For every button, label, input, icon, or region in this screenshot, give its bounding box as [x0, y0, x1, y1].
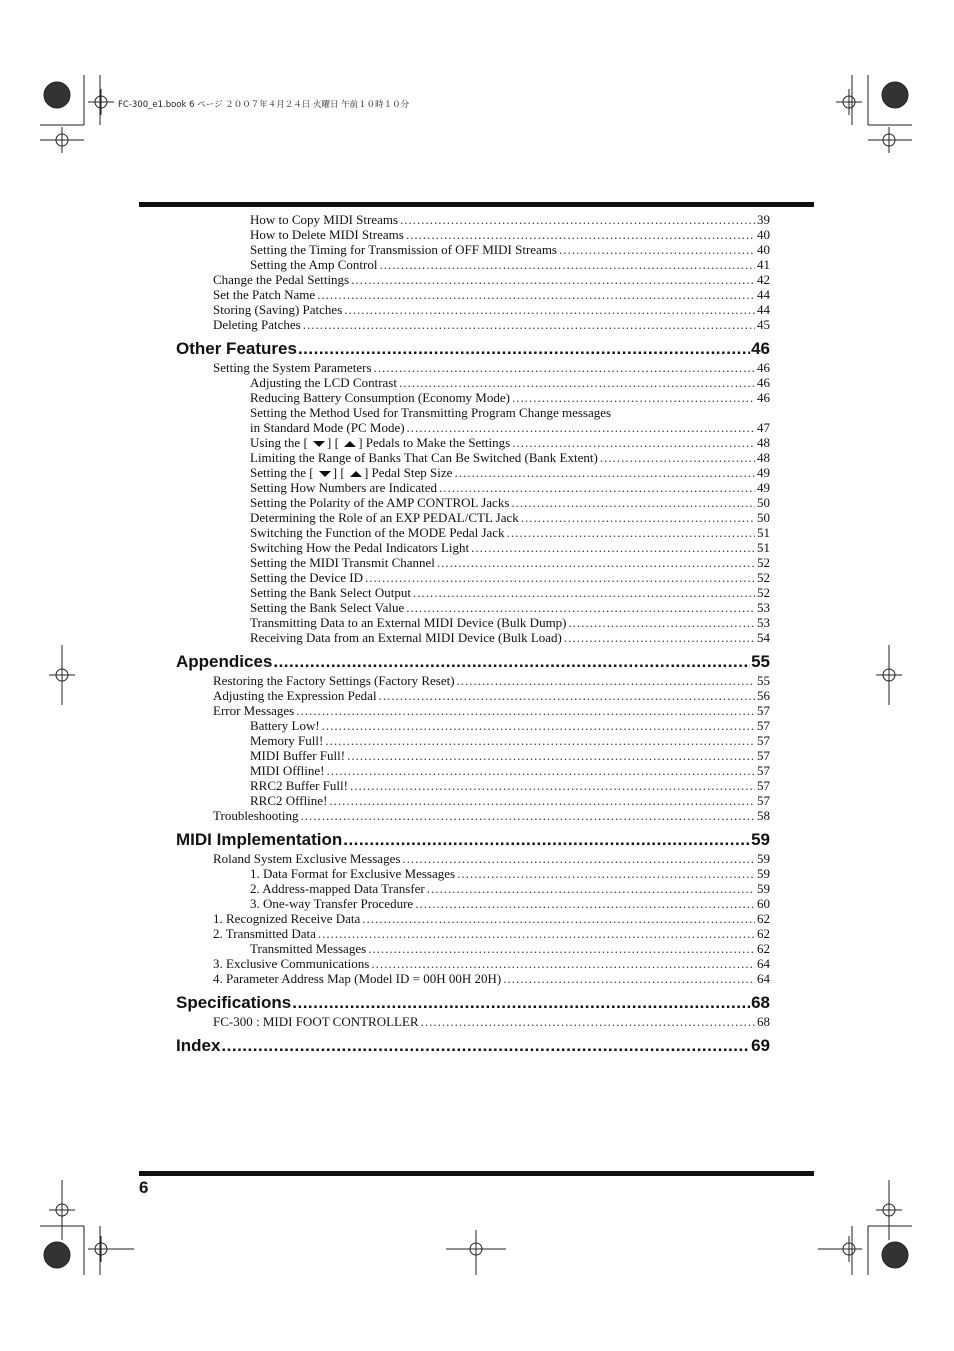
bottom-rule: [139, 1171, 814, 1176]
toc-entry-page: 52: [757, 555, 770, 570]
toc-entry-page: 60: [757, 896, 770, 911]
toc-entry-page: 59: [757, 851, 770, 866]
toc-entry-page: 53: [757, 615, 770, 630]
toc-entry-title: RRC2 Buffer Full!: [250, 778, 348, 793]
leader-dots: [322, 718, 755, 733]
toc-entry-title: Determining the Role of an EXP PEDAL/CTL Jack: [250, 510, 519, 525]
toc-entry-title: Troubleshooting: [213, 808, 299, 823]
leader-dots: [296, 703, 755, 718]
leader-dots: [437, 555, 755, 570]
toc-entry-title: Setting the Device ID: [250, 570, 363, 585]
toc-midi-implementation-entries: [176, 851, 770, 986]
toc-entry[interactable]: [176, 866, 770, 881]
leader-dots: [511, 495, 755, 510]
toc-entry[interactable]: [176, 480, 770, 495]
toc-entry-title: Restoring the Factory Settings (Factory Reset): [213, 673, 455, 688]
leader-dots: [439, 480, 755, 495]
toc-entry-title: Setting the Amp Control: [250, 257, 378, 272]
leader-dots: [521, 510, 755, 525]
toc-entry-page: 68: [757, 1014, 770, 1029]
leader-dots: [350, 778, 755, 793]
leader-dots: [351, 272, 755, 287]
toc-entry-title: Change the Pedal Settings: [213, 272, 350, 287]
toc-entry[interactable]: [176, 881, 770, 896]
toc-entry-page: 41: [757, 257, 770, 272]
toc-entry[interactable]: [176, 793, 770, 808]
toc-entry[interactable]: [176, 778, 770, 793]
toc-entry[interactable]: [176, 763, 770, 778]
toc-entry-title: Receiving Data from an External MIDI Device (Bulk Load): [250, 630, 562, 645]
toc-entry[interactable]: [176, 302, 770, 317]
toc-entry-title: 2. Address-mapped Data Transfer: [250, 881, 425, 896]
leader-dots: [559, 242, 755, 257]
leader-dots: [379, 257, 755, 272]
leader-dots: [374, 360, 755, 375]
toc-entry[interactable]: [176, 971, 770, 986]
toc-entry-using-pedals[interactable]: Using the [ ] [ ] Pedals to Make the Settings ..... 48: [176, 435, 770, 450]
toc-entry[interactable]: [176, 600, 770, 615]
toc-entry-page: 52: [757, 585, 770, 600]
up-triangle-icon: [350, 470, 362, 478]
toc-entry-title: 3. One-way Transfer Procedure: [250, 896, 414, 911]
toc-entry-title: Roland System Exclusive Messages: [213, 851, 401, 866]
leader-dots: [300, 808, 755, 823]
print-header: FC-300_e1.book 6 ページ ２００７年４月２４日 火曜日 午前１０時１０分: [118, 100, 410, 110]
toc-entry[interactable]: [176, 510, 770, 525]
leader-dots: [427, 881, 755, 896]
leader-dots: [325, 733, 755, 748]
leader-dots: [406, 227, 755, 242]
leader-dots: [569, 615, 755, 630]
leader-dots: [368, 941, 755, 956]
toc-entry[interactable]: [176, 896, 770, 911]
leader-dots: [457, 866, 755, 881]
toc-entry[interactable]: [176, 926, 770, 941]
toc-entry[interactable]: [176, 808, 770, 823]
toc-section-other-features[interactable]: [176, 338, 770, 360]
toc-entry-title: Setting the Polarity of the AMP CONTROL Jacks: [250, 495, 510, 510]
toc-entry[interactable]: [176, 375, 770, 390]
toc-entry-page: 59: [757, 866, 770, 881]
toc-entry-page: 64: [757, 956, 770, 971]
toc-entry[interactable]: [176, 212, 770, 227]
toc-entry[interactable]: [176, 495, 770, 510]
toc-entry-title: Deleting Patches: [213, 317, 301, 332]
leader-dots: [413, 585, 755, 600]
top-rule: [139, 202, 814, 207]
leader-dots: [564, 630, 755, 645]
toc-entry-page: 55: [757, 673, 770, 688]
toc-entry-page: 57: [757, 763, 770, 778]
leader-dots: [371, 956, 755, 971]
toc-entry-title: 4. Parameter Address Map (Model ID = 00H 00H 20H): [213, 971, 502, 986]
leader-dots: [379, 688, 755, 703]
leader-dots: [421, 1014, 755, 1029]
toc-entry-page: 59: [757, 881, 770, 896]
toc-lead-entries: [176, 212, 770, 332]
leader-dots: [399, 375, 755, 390]
toc-appendices-entries: [176, 673, 770, 823]
toc-entry-title: RRC2 Offline!: [250, 793, 328, 808]
toc-entry-title: Setting the Timing for Transmission of OFF MIDI Streams: [250, 242, 557, 257]
toc-entry-page: 51: [757, 525, 770, 540]
section-title: Other Features: [176, 339, 297, 358]
toc-section-index[interactable]: Index ..... 69: [176, 1035, 770, 1057]
toc-entry-title: Error Messages: [213, 703, 295, 718]
toc-entry-title: 2. Transmitted Data: [213, 926, 316, 941]
toc-entry-pc-mode[interactable]: Setting the Method Used for Transmitting Program Change messages: [250, 405, 612, 420]
toc-entry-title: FC-300 : MIDI FOOT CONTROLLER: [213, 1014, 419, 1029]
toc-entry-page: 50: [757, 510, 770, 525]
leader-dots: [507, 525, 755, 540]
toc-entry-title: Setting the Bank Select Output: [250, 585, 412, 600]
toc-entry-page: 62: [757, 926, 770, 941]
toc-entry-page: 62: [757, 941, 770, 956]
leader-dots: [406, 600, 755, 615]
toc-entry-title: 1. Recognized Receive Data: [213, 911, 361, 926]
toc-entry-page: 51: [757, 540, 770, 555]
toc-entry-page: 57: [757, 733, 770, 748]
leader-dots: [362, 911, 755, 926]
toc-entry-title: Reducing Battery Consumption (Economy Mode): [250, 390, 510, 405]
toc-entry-page: 64: [757, 971, 770, 986]
leader-dots: [400, 212, 755, 227]
toc-entry-page: 44: [757, 287, 770, 302]
toc-entry-title: Battery Low!: [250, 718, 320, 733]
toc-entry-page: 57: [757, 748, 770, 763]
toc-entry[interactable]: [176, 242, 770, 257]
toc-entry-title: Setting the Bank Select Value: [250, 600, 405, 615]
toc-entry-title: How to Copy MIDI Streams: [250, 212, 399, 227]
toc-entry-page: 46: [757, 390, 770, 405]
toc-entry[interactable]: [176, 555, 770, 570]
toc-entry-page: 40: [757, 242, 770, 257]
toc-entry[interactable]: [176, 703, 770, 718]
toc-entry-title: Setting the System Parameters: [213, 360, 372, 375]
leader-dots: [318, 926, 755, 941]
toc-entry-page: 56: [757, 688, 770, 703]
toc-entry[interactable]: [176, 540, 770, 555]
toc-entry-title: Setting How Numbers are Indicated: [250, 480, 438, 495]
section-page: 46: [751, 339, 770, 358]
toc-entry-title: Switching the Function of the MODE Pedal Jack: [250, 525, 505, 540]
leader-dots: [415, 896, 755, 911]
toc-entry-page: 57: [757, 778, 770, 793]
table-of-contents: [176, 212, 770, 1057]
leader-dots: [344, 302, 755, 317]
toc-entry-title: Switching How the Pedal Indicators Light: [250, 540, 470, 555]
toc-entry-page: 62: [757, 911, 770, 926]
toc-entry-title: MIDI Offline!: [250, 763, 325, 778]
down-triangle-icon: [319, 470, 331, 478]
toc-entry-title: How to Delete MIDI Streams: [250, 227, 404, 242]
toc-entry[interactable]: [176, 733, 770, 748]
toc-entry-page: 39: [757, 212, 770, 227]
toc-entry-page: 54: [757, 630, 770, 645]
toc-entry[interactable]: [176, 585, 770, 600]
toc-entry[interactable]: [176, 390, 770, 405]
toc-entry-page: 58: [757, 808, 770, 823]
leader-dots: [347, 748, 755, 763]
toc-entry[interactable]: [176, 257, 770, 272]
up-triangle-icon: [344, 440, 356, 448]
toc-other-features-entries-a: [176, 360, 770, 405]
toc-entry-title: Setting the MIDI Transmit Channel: [250, 555, 435, 570]
leader-dots: [365, 570, 755, 585]
toc-section-appendices[interactable]: Appendices ..... 55: [176, 651, 770, 673]
toc-entry-page: 45: [757, 317, 770, 332]
toc-entry[interactable]: [176, 718, 770, 733]
toc-entry-title: Transmitting Data to an External MIDI Device (Bulk Dump): [250, 615, 567, 630]
leader-dots: [303, 317, 755, 332]
down-triangle-icon: [313, 440, 325, 448]
toc-entry-page: 57: [757, 703, 770, 718]
toc-entry[interactable]: [176, 748, 770, 763]
toc-entry[interactable]: [176, 956, 770, 971]
toc-entry[interactable]: [176, 941, 770, 956]
toc-entry-page: 50: [757, 495, 770, 510]
leader-dots: [471, 540, 755, 555]
toc-entry-page: 49: [757, 480, 770, 495]
toc-section-specifications[interactable]: Specifications ..... 68: [176, 992, 770, 1014]
toc-specifications-entries: [176, 1014, 770, 1029]
leader-dots: [317, 287, 755, 302]
leader-dots: [512, 390, 755, 405]
leader-dots: [503, 971, 755, 986]
toc-entry-page: 46: [757, 375, 770, 390]
toc-entry[interactable]: [176, 615, 770, 630]
toc-entry[interactable]: [176, 317, 770, 332]
toc-entry-page: 57: [757, 793, 770, 808]
toc-entry[interactable]: [176, 673, 770, 688]
toc-entry-bank-extent[interactable]: Limiting the Range of Banks That Can Be Switched (Bank Extent) ..... 48: [176, 450, 770, 465]
toc-entry-title: Memory Full!: [250, 733, 324, 748]
toc-entry[interactable]: [176, 287, 770, 302]
toc-entry-pc-mode-cont[interactable]: in Standard Mode (PC Mode) ..... 47: [176, 420, 770, 435]
toc-entry[interactable]: [176, 630, 770, 645]
toc-entry-title: Adjusting the Expression Pedal: [213, 688, 377, 703]
toc-entry[interactable]: [176, 911, 770, 926]
toc-entry-page: 46: [757, 360, 770, 375]
toc-entry-page: 44: [757, 302, 770, 317]
toc-entry-title: 3. Exclusive Communications: [213, 956, 370, 971]
toc-section-midi-implementation[interactable]: MIDI Implementation ..... 59: [176, 829, 770, 851]
toc-entry[interactable]: [176, 570, 770, 585]
toc-entry[interactable]: [176, 688, 770, 703]
toc-entry-page: 57: [757, 718, 770, 733]
leader-dots: [457, 673, 755, 688]
page-number: 6: [139, 1178, 149, 1197]
toc-entry-title: Storing (Saving) Patches: [213, 302, 343, 317]
toc-entry-title: MIDI Buffer Full!: [250, 748, 346, 763]
toc-entry[interactable]: [176, 272, 770, 287]
toc-entry-page: 52: [757, 570, 770, 585]
toc-entry-title: Transmitted Messages: [250, 941, 367, 956]
leader-dots: [329, 793, 755, 808]
toc-entry[interactable]: [176, 227, 770, 242]
leader-dots: [327, 763, 756, 778]
toc-entry-page: 53: [757, 600, 770, 615]
toc-entry-title: Adjusting the LCD Contrast: [250, 375, 397, 390]
toc-entry[interactable]: [176, 851, 770, 866]
toc-entry-title: 1. Data Format for Exclusive Messages: [250, 866, 456, 881]
toc-entry[interactable]: [176, 1014, 770, 1029]
toc-entry-step-size[interactable]: Setting the [ ] [ ] Pedal Step Size ..... 49: [176, 465, 770, 480]
leader-dots: [402, 851, 755, 866]
toc-entry[interactable]: [176, 525, 770, 540]
toc-entry-title: Set the Patch Name: [213, 287, 316, 302]
toc-entry[interactable]: [176, 360, 770, 375]
toc-entry-page: 40: [757, 227, 770, 242]
toc-other-features-entries-b: [176, 480, 770, 645]
toc-entry-page: 42: [757, 272, 770, 287]
